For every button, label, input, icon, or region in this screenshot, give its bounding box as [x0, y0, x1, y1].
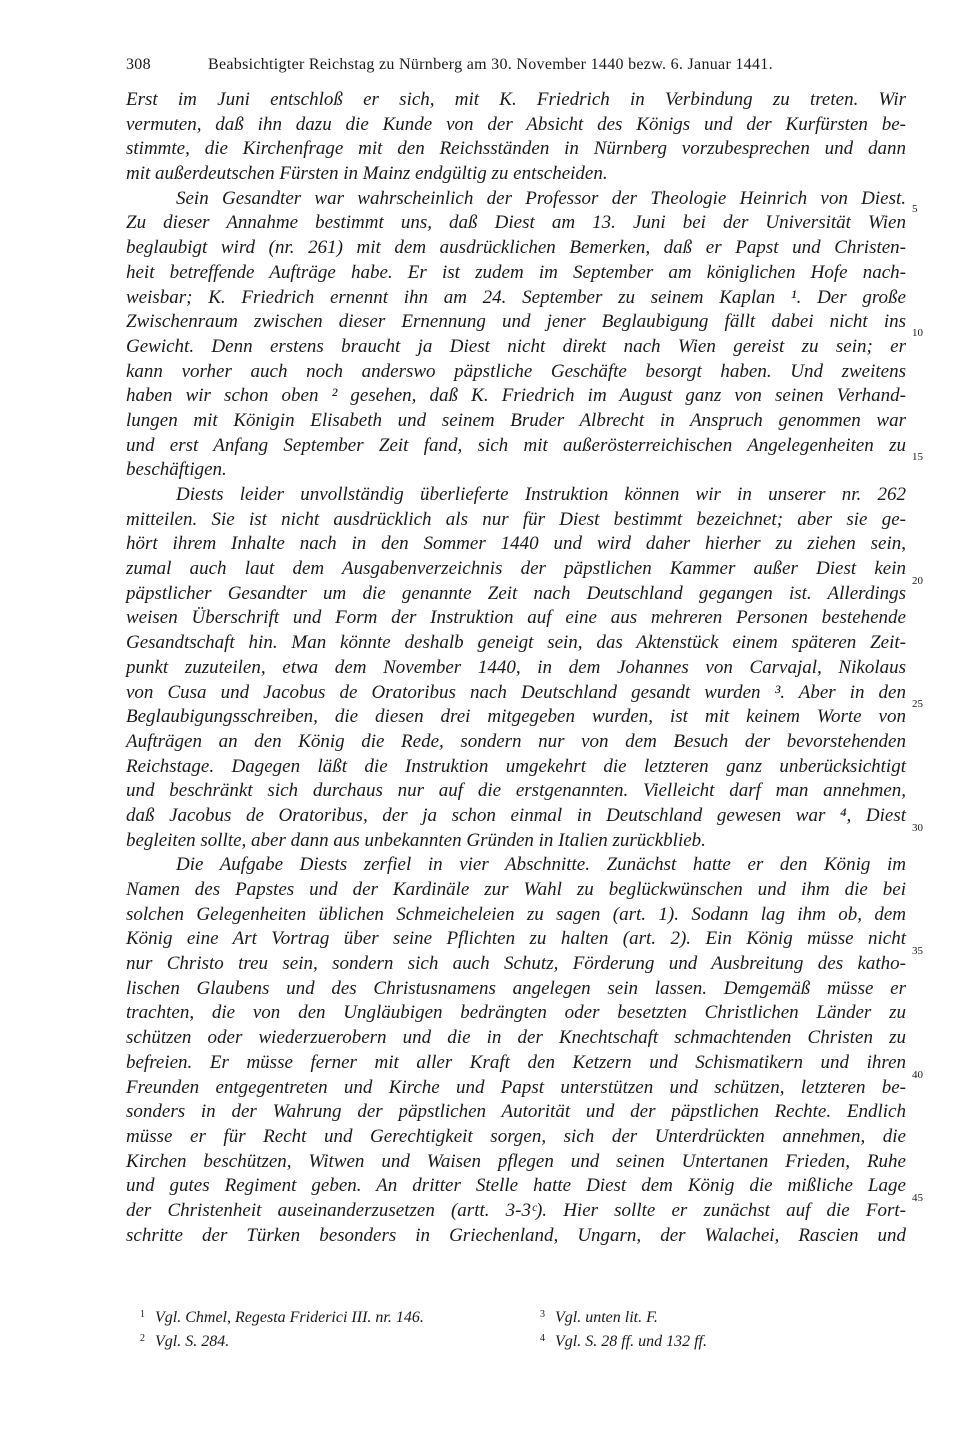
- page-number: 308: [126, 56, 151, 73]
- text-line: Reichstage. Dagegen läßt die Instruktion umgekehrt die letzteren ganz unberücksichtigt: [126, 755, 906, 777]
- text-line: und beschränkt sich durchaus nur auf die erstgenannten. Vielleicht darf man annehmen,: [126, 780, 906, 802]
- text-line: mit außerdeutschen Fürsten in Mainz endgültig zu entscheiden.: [126, 163, 608, 185]
- text-line: der Christenheit auseinanderzusetzen (artt. 3-3ᶜ). Hier sollte er zunächst auf die Fort-: [126, 1199, 906, 1221]
- margin-line-number: 45: [912, 1192, 923, 1204]
- footnote: [540, 1309, 658, 1327]
- margin-line-number: 25: [912, 698, 923, 710]
- text-line: schritte der Türken besonders in Griechenland, Ungarn, der Walachei, Rascien und: [126, 1224, 906, 1246]
- text-line: Gesandtschaft hin. Man könnte deshalb geneigt sein, das Aktenstück einem späteren Zeit-: [126, 632, 906, 654]
- footnote-mark: 1: [140, 1309, 145, 1320]
- text-line: Freunden entgegentreten und Kirche und Papst unterstützen und schützen, letzteren be-: [126, 1076, 906, 1098]
- text-line: Namen des Papstes und der Kardinäle zur Wahl zu beglückwünschen und ihm die bei: [126, 879, 906, 900]
- text-line: hört ihrem Inhalte nach in den Sommer 1440 und wird daher hierher zu ziehen sein,: [126, 533, 906, 555]
- text-line: Sein Gesandter war wahrscheinlich der Professor der Theologie Heinrich von Diest.: [176, 187, 906, 209]
- text-line: von Cusa und Jacobus de Oratoribus nach Deutschland gesandt wurden ³. Aber in den: [126, 681, 906, 703]
- text-line: vermuten, daß ihn dazu die Kunde von der Absicht des Königs und der Kurfürsten be-: [126, 113, 906, 135]
- footnote: [140, 1309, 424, 1327]
- text-line: nur Christo treu sein, sondern sich auch Schutz, Förderung und Ausbreitung des katho-: [126, 953, 906, 975]
- text-line: Beglaubigungsschreiben, die diesen drei mitgegeben wurden, ist mit keinem Worte von: [126, 706, 906, 728]
- text-line: König eine Art Vortrag über seine Pflichten zu halten (art. 2). Ein König müsse nicht: [126, 928, 906, 950]
- margin-line-number: 5: [912, 203, 918, 215]
- text-line: punkt zuzuteilen, etwa dem November 1440, in dem Johannes von Carvajal, Nikolaus: [126, 656, 906, 678]
- text-line: zumal auch laut dem Ausgabenverzeichnis der päpstlichen Kammer außer Diest kein: [126, 558, 906, 580]
- running-header: [126, 56, 906, 86]
- footnote-mark: 2: [140, 1333, 145, 1344]
- footnote-mark: 4: [540, 1333, 545, 1344]
- text-line: müsse er für Recht und Gerechtigkeit sorgen, sich der Unterdrückten annehmen, die: [126, 1125, 906, 1147]
- text-line: lungen mit Königin Elisabeth und seinem Bruder Albrecht in Anspruch genommen war: [126, 409, 906, 431]
- margin-line-number: 40: [912, 1069, 923, 1081]
- text-line: päpstlicher Gesandter um die genannte Zeit nach Deutschland gegangen ist. Allerdings: [126, 582, 906, 604]
- margin-line-number: 10: [912, 327, 923, 339]
- text-line: befreien. Er müsse ferner mit aller Kraft den Ketzern und Schismatikern und ihren: [126, 1051, 906, 1073]
- text-line: lischen Glaubens und des Christusnamens angelegen sein lassen. Demgemäß müsse er: [126, 977, 906, 999]
- text-line: Kirchen beschützen, Witwen und Waisen pflegen und seinen Untertanen Frieden, Ruhe: [126, 1150, 906, 1172]
- footnote: [140, 1333, 229, 1351]
- footnote-text: Vgl. S. 28 ff. und 132 ff.: [555, 1333, 707, 1350]
- body-text: [126, 88, 906, 1248]
- text-line: Zu dieser Annahme bestimmt uns, daß Diest am 13. Juni bei der Universität Wien: [126, 212, 906, 234]
- text-line: weisen Überschrift und Form der Instruktion auf eine aus mehreren Personen bestehende: [126, 607, 906, 629]
- text-line: Erst im Juni entschloß er sich, mit K. Friedrich in Verbindung zu treten. Wir: [126, 89, 906, 110]
- text-line: und erst Anfang September Zeit fand, sich mit außerösterreichischen Angelegenheiten zu: [126, 434, 906, 456]
- text-line: stimmte, die Kirchenfrage mit den Reichsständen in Nürnberg vorzubesprechen und dann: [126, 138, 906, 160]
- text-line: begleiten sollte, aber dann aus unbekannten Gründen in Italien zurückblieb.: [126, 829, 706, 851]
- text-line: kann vorher auch noch anderswo päpstliche Geschäfte besorgt haben. Und zweitens: [126, 360, 906, 382]
- text-line: beglaubigt wird (nr. 261) mit dem ausdrücklichen Bemerken, daß er Papst und Christen-: [126, 237, 906, 259]
- text-line: beschäftigen.: [126, 459, 227, 481]
- text-line: und gutes Regiment geben. An dritter Stelle hatte Diest dem König die mißliche Lage: [126, 1175, 906, 1197]
- running-title: Beabsichtigter Reichstag zu Nürnberg am 30. November 1440 bezw. 6. Januar 1441.: [208, 56, 773, 73]
- footnote-text: Vgl. unten lit. F.: [555, 1309, 658, 1326]
- text-line: daß Jacobus de Oratoribus, der ja schon einmal in Deutschland gewesen war ⁴, Diest: [126, 804, 906, 826]
- text-line: Diests leider unvollständig überlieferte Instruktion können wir in unserer nr. 262: [176, 484, 906, 505]
- text-line: trachten, die von den Ungläubigen bedrängten oder besetzten Christlichen Länder zu: [126, 1002, 906, 1024]
- text-line: mitteilen. Sie ist nicht ausdrücklich als nur für Diest bestimmt bezeichnet; aber sie ge-: [126, 508, 906, 530]
- text-line: sonders in der Wahrung der päpstlichen Autorität und der päpstlichen Rechte. Endlich: [126, 1101, 906, 1123]
- text-line: schützen oder wiederzuerobern und die in der Knechtschaft schmachtenden Christen zu: [126, 1027, 906, 1049]
- footnote-text: Vgl. S. 284.: [155, 1333, 230, 1350]
- margin-line-number: 15: [912, 451, 923, 463]
- text-line: Aufträgen an den König die Rede, sondern nur von dem Besuch der bevorstehenden: [126, 730, 906, 752]
- text-line: heit betreffende Aufträge habe. Er ist zudem im September am königlichen Hofe nach-: [126, 261, 906, 283]
- footnote-mark: 3: [540, 1309, 545, 1320]
- text-line: solchen Gelegenheiten üblichen Schmeicheleien zu sagen (art. 1). Sodann lag ihm ob, dem: [126, 903, 906, 925]
- footnote: [540, 1333, 707, 1351]
- text-line: haben wir schon oben ² gesehen, daß K. Friedrich im August ganz von seinen Verhand-: [126, 385, 906, 407]
- margin-line-number: 30: [912, 822, 923, 834]
- text-line: Gewicht. Denn erstens braucht ja Diest nicht direkt nach Wien gereist zu sein; er: [126, 335, 906, 357]
- footnote-text: Vgl. Chmel, Regesta Friderici III. nr. 146.: [155, 1309, 424, 1326]
- margin-line-number: 35: [912, 945, 923, 957]
- margin-line-number: 20: [912, 575, 923, 587]
- text-line: Die Aufgabe Diests zerfiel in vier Abschnitte. Zunächst hatte er den König im: [176, 854, 906, 876]
- text-line: Zwischenraum zwischen dieser Ernennung und jener Beglaubigung fällt dabei nicht ins: [126, 311, 906, 333]
- text-line: weisbar; K. Friedrich ernennt ihn am 24. September zu seinem Kaplan ¹. Der große: [126, 286, 906, 308]
